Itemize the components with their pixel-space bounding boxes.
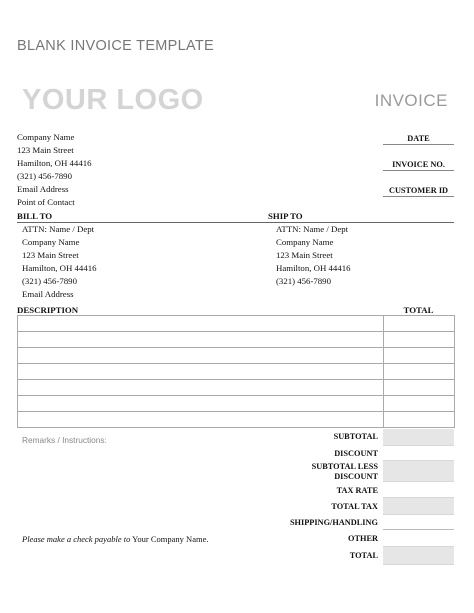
company-name: Company Name bbox=[17, 132, 75, 142]
company-info bbox=[17, 131, 92, 209]
table-row bbox=[18, 412, 455, 428]
total-cell[interactable] bbox=[384, 412, 455, 428]
payment-note-company: Your Company Name. bbox=[130, 534, 209, 544]
ship-to-phone: (321) 456-7890 bbox=[276, 276, 331, 286]
subtotal-label: SUBTOTAL bbox=[333, 432, 378, 441]
bill-to-address bbox=[22, 223, 97, 301]
table-row bbox=[18, 364, 455, 380]
total-cell[interactable] bbox=[384, 396, 455, 412]
total-cell[interactable] bbox=[384, 348, 455, 364]
description-cell[interactable] bbox=[18, 380, 384, 396]
logo-placeholder: YOUR LOGO bbox=[22, 84, 204, 116]
ship-to-heading: SHIP TO bbox=[268, 211, 303, 221]
total-cell[interactable] bbox=[384, 316, 455, 332]
document-title: BLANK INVOICE TEMPLATE bbox=[17, 38, 215, 54]
table-row bbox=[18, 332, 455, 348]
remarks-label: Remarks / Instructions: bbox=[22, 435, 107, 445]
payment-note bbox=[22, 534, 208, 544]
table-row bbox=[18, 396, 455, 412]
description-cell[interactable] bbox=[18, 316, 384, 332]
ship-to-attn: ATTN: Name / Dept bbox=[276, 224, 349, 234]
shipping-field[interactable] bbox=[383, 515, 454, 530]
ship-to-address bbox=[276, 223, 351, 288]
total-cell[interactable] bbox=[384, 380, 455, 396]
date-field[interactable]: DATE bbox=[383, 134, 454, 145]
description-cell[interactable] bbox=[18, 412, 384, 428]
other-label: OTHER bbox=[348, 534, 378, 543]
description-cell[interactable] bbox=[18, 364, 384, 380]
tax-rate-label: TAX RATE bbox=[336, 486, 378, 495]
company-contact: Point of Contact bbox=[17, 197, 75, 207]
subtotal-less-label bbox=[228, 462, 378, 482]
invoice-heading: INVOICE bbox=[374, 91, 448, 110]
ship-to-city: Hamilton, OH 44416 bbox=[276, 263, 351, 273]
ship-to-company: Company Name bbox=[276, 237, 334, 247]
ship-to-street: 123 Main Street bbox=[276, 250, 333, 260]
table-row bbox=[18, 380, 455, 396]
discount-field[interactable] bbox=[383, 446, 454, 461]
bill-to-street: 123 Main Street bbox=[22, 250, 79, 260]
total-tax-label: TOTAL TAX bbox=[331, 502, 378, 511]
subtotal-less-line-2: DISCOUNT bbox=[334, 472, 378, 481]
grand-total-field[interactable] bbox=[383, 547, 454, 565]
subtotal-less-line-1: SUBTOTAL LESS bbox=[311, 462, 378, 471]
description-cell[interactable] bbox=[18, 332, 384, 348]
company-street: 123 Main Street bbox=[17, 145, 74, 155]
company-city: Hamilton, OH 44416 bbox=[17, 158, 92, 168]
subtotal-less-discount-field[interactable] bbox=[383, 461, 454, 482]
bill-to-company: Company Name bbox=[22, 237, 80, 247]
description-cell[interactable] bbox=[18, 396, 384, 412]
bill-to-heading: BILL TO bbox=[17, 211, 53, 221]
bill-to-email: Email Address bbox=[22, 289, 74, 299]
invoice-number-field[interactable]: INVOICE NO. bbox=[383, 160, 454, 171]
description-cell[interactable] bbox=[18, 348, 384, 364]
total-cell[interactable] bbox=[384, 332, 455, 348]
description-header: DESCRIPTION bbox=[17, 305, 79, 315]
subtotal-field[interactable] bbox=[383, 429, 454, 446]
customer-id-field[interactable]: CUSTOMER ID bbox=[383, 186, 454, 197]
total-tax-field[interactable] bbox=[383, 498, 454, 515]
bill-to-city: Hamilton, OH 44416 bbox=[22, 263, 97, 273]
shipping-label: SHIPPING/HANDLING bbox=[289, 518, 378, 527]
discount-label: DISCOUNT bbox=[334, 449, 378, 458]
tax-rate-field[interactable] bbox=[383, 483, 454, 498]
table-row bbox=[18, 348, 455, 364]
company-email: Email Address bbox=[17, 184, 69, 194]
total-cell[interactable] bbox=[384, 364, 455, 380]
company-phone: (321) 456-7890 bbox=[17, 171, 72, 181]
grand-total-label: TOTAL bbox=[349, 551, 378, 560]
other-field[interactable] bbox=[383, 531, 454, 547]
bill-to-attn: ATTN: Name / Dept bbox=[22, 224, 95, 234]
line-items-table bbox=[17, 315, 455, 428]
bill-to-phone: (321) 456-7890 bbox=[22, 276, 77, 286]
table-row bbox=[18, 316, 455, 332]
payment-note-text: Please make a check payable to bbox=[22, 534, 131, 544]
total-header: TOTAL bbox=[403, 305, 434, 315]
